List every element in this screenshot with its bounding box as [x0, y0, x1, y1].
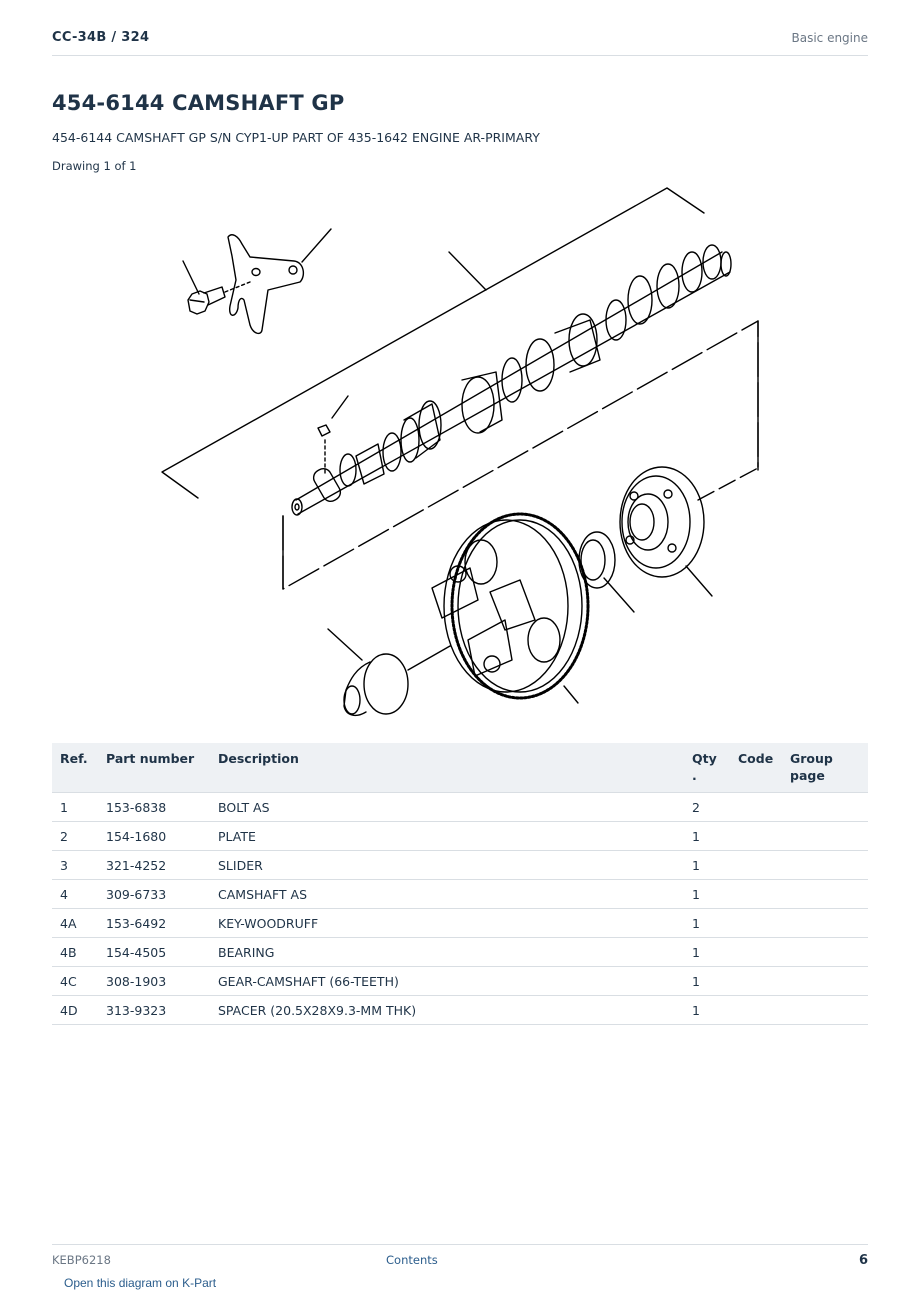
column-header-description: Description — [210, 743, 684, 793]
cell-ref: 1 — [52, 793, 98, 822]
cell-description: GEAR-CAMSHAFT (66-TEETH) — [210, 967, 684, 996]
page-subtitle: 454-6144 CAMSHAFT GP S/N CYP1-UP PART OF 435-1642 ENGINE AR-PRIMARY — [52, 130, 540, 145]
cell-code — [730, 880, 782, 909]
section-name: Basic engine — [791, 31, 868, 45]
cell-ref: 3 — [52, 851, 98, 880]
cell-ref: 4A — [52, 909, 98, 938]
table-row — [52, 938, 868, 967]
column-header-ref: Ref. — [52, 743, 98, 793]
plate-part — [228, 229, 331, 333]
cell-qty: 1 — [684, 851, 730, 880]
camshaft-part — [292, 245, 731, 515]
cell-ref: 4C — [52, 967, 98, 996]
cell-group-page — [782, 967, 868, 996]
cell-part-number: 153-6492 — [98, 909, 210, 938]
cell-part-number: 154-4505 — [98, 938, 210, 967]
drawing-count: Drawing 1 of 1 — [52, 159, 137, 173]
woodruff-key-part — [318, 396, 348, 476]
cell-qty: 2 — [684, 793, 730, 822]
camshaft-exploded-diagram — [150, 180, 770, 725]
cell-part-number: 309-6733 — [98, 880, 210, 909]
parts-table — [52, 743, 868, 1025]
column-header-qty: Qty . — [684, 743, 730, 793]
table-row — [52, 851, 868, 880]
cell-code — [730, 909, 782, 938]
cell-ref: 4B — [52, 938, 98, 967]
page-header — [52, 28, 868, 56]
column-header-code: Code — [730, 743, 782, 793]
cell-group-page — [782, 938, 868, 967]
table-row — [52, 996, 868, 1025]
contents-link[interactable]: Contents — [386, 1253, 438, 1267]
page-footer — [52, 1244, 868, 1274]
cell-part-number: 313-9323 — [98, 996, 210, 1025]
cell-code — [730, 967, 782, 996]
table-row — [52, 793, 868, 822]
table-row — [52, 909, 868, 938]
cell-group-page — [782, 996, 868, 1025]
cell-code — [730, 793, 782, 822]
table-row — [52, 822, 868, 851]
cell-group-page — [782, 909, 868, 938]
cell-ref: 2 — [52, 822, 98, 851]
bolt-part — [183, 261, 250, 314]
page-title: 454-6144 CAMSHAFT GP — [52, 91, 345, 115]
open-in-kpart-link[interactable]: Open this diagram on K-Part — [64, 1276, 217, 1290]
bearing-part — [620, 467, 712, 596]
cell-code — [730, 822, 782, 851]
cell-ref: 4 — [52, 880, 98, 909]
page-number: 6 — [858, 1253, 868, 1268]
document-code: KEBP6218 — [52, 1253, 111, 1267]
cell-description: BEARING — [210, 938, 684, 967]
cell-code — [730, 938, 782, 967]
cell-qty: 1 — [684, 822, 730, 851]
cell-qty: 1 — [684, 967, 730, 996]
cell-qty: 1 — [684, 938, 730, 967]
table-row — [52, 967, 868, 996]
cell-code — [730, 996, 782, 1025]
cell-group-page — [782, 880, 868, 909]
cell-part-number: 154-1680 — [98, 822, 210, 851]
assembly-bracket-lines — [162, 188, 704, 498]
cell-description: SLIDER — [210, 851, 684, 880]
cell-qty: 1 — [684, 996, 730, 1025]
camshaft-gear-part — [432, 514, 588, 703]
cell-description: KEY-WOODRUFF — [210, 909, 684, 938]
group-box-lines — [283, 321, 758, 589]
cell-group-page — [782, 822, 868, 851]
cell-part-number: 321-4252 — [98, 851, 210, 880]
hub-part — [328, 629, 450, 715]
column-header-part-number: Part number — [98, 743, 210, 793]
cell-qty: 1 — [684, 880, 730, 909]
cell-group-page — [782, 851, 868, 880]
cell-ref: 4D — [52, 996, 98, 1025]
document-id: CC-34B / 324 — [52, 30, 150, 45]
cell-part-number: 153-6838 — [98, 793, 210, 822]
table-row — [52, 880, 868, 909]
cell-code — [730, 851, 782, 880]
cell-description: BOLT AS — [210, 793, 684, 822]
parts-table-header — [52, 743, 868, 793]
cell-part-number: 308-1903 — [98, 967, 210, 996]
cell-description: CAMSHAFT AS — [210, 880, 684, 909]
cell-qty: 1 — [684, 909, 730, 938]
cell-group-page — [782, 793, 868, 822]
cell-description: SPACER (20.5X28X9.3-MM THK) — [210, 996, 684, 1025]
column-header-group-page: Group page — [782, 743, 868, 793]
cell-description: PLATE — [210, 822, 684, 851]
